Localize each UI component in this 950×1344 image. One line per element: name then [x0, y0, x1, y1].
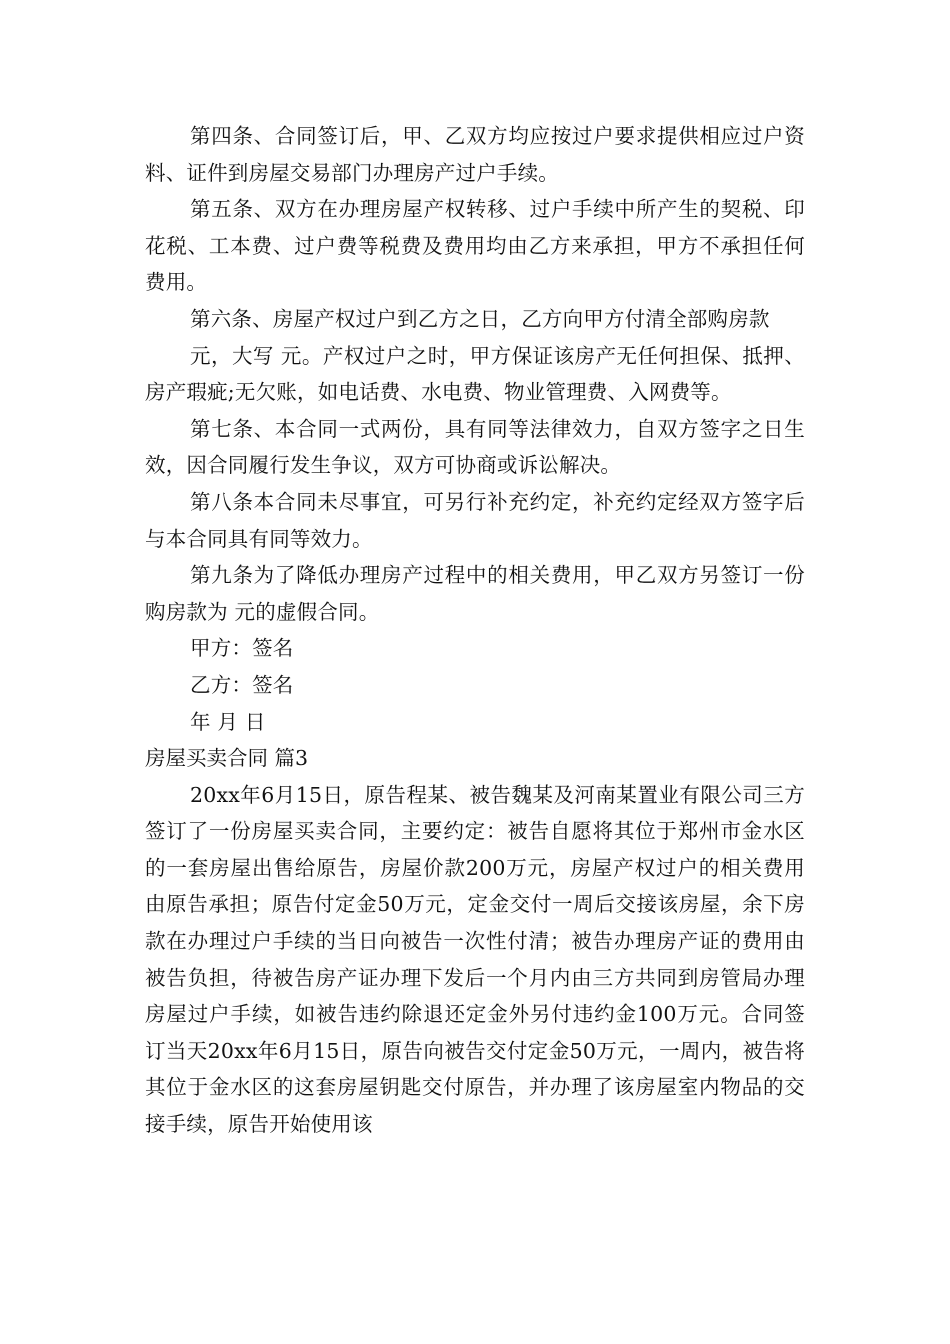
- document-page: [145, 118, 805, 1143]
- clause-7: 第七条、本合同一式两份，具有同等法律效力，自双方签字之日生效，因合同履行发生争议，双方可协商或诉讼解决。: [145, 416, 805, 478]
- party-a-signature: 甲方：签名: [190, 636, 294, 661]
- clause-6-continued: 元，大写 元。产权过户之时，甲方保证该房产无任何担保、抵押、房产瑕疵;无欠账，如电话费、水电费、物业管理费、入网费等。: [145, 343, 805, 405]
- clause-5: 第五条、双方在办理房屋产权转移、过户手续中所产生的契税、印花税、工本费、过户费等税费及费用均由乙方来承担，甲方不承担任何费用。: [145, 197, 805, 295]
- clause-8: 第八条本合同未尽事宜，可另行补充约定，补充约定经双方签字后与本合同具有同等效力。: [145, 489, 805, 551]
- signature-date: 年 月 日: [190, 709, 266, 734]
- case-paragraph: 20xx年6月15日，原告程某、被告魏某及河南某置业有限公司三方签订了一份房屋买卖合同，主要约定：被告自愿将其位于郑州市金水区的一套房屋出售给原告，房屋价款200万元，房屋产权过户的相关费用由原告承担；原告付定金50万元，定金交付一周后交接该房屋，余下房款在办理过户手续的当日向被告一次性付清；被告办理房产证的费用由被告负担，待被告房产证办理下发后一个月内由三方共同到房管局办理房屋过户手续，如被告违约除退还定金外另付违约金100万元。合同签订当天20xx年6月15日，原告向被告交付定金50万元，一周内，被告将其位于金水区的这套房屋钥匙交付原告，并办理了该房屋室内物品的交接手续，原告开始使用该: [145, 782, 805, 1137]
- clause-9: 第九条为了降低办理房产过程中的相关费用，甲乙双方另签订一份购房款为 元的虚假合同。: [145, 563, 805, 624]
- clause-6: 第六条、房屋产权过户到乙方之日，乙方向甲方付清全部购房款: [190, 306, 770, 331]
- party-b-signature: 乙方：签名: [190, 672, 294, 697]
- section-title: 房屋买卖合同 篇3: [145, 746, 309, 771]
- clause-4: 第四条、合同签订后，甲、乙双方均应按过户要求提供相应过户资料、证件到房屋交易部门办理房产过户手续。: [145, 124, 805, 185]
